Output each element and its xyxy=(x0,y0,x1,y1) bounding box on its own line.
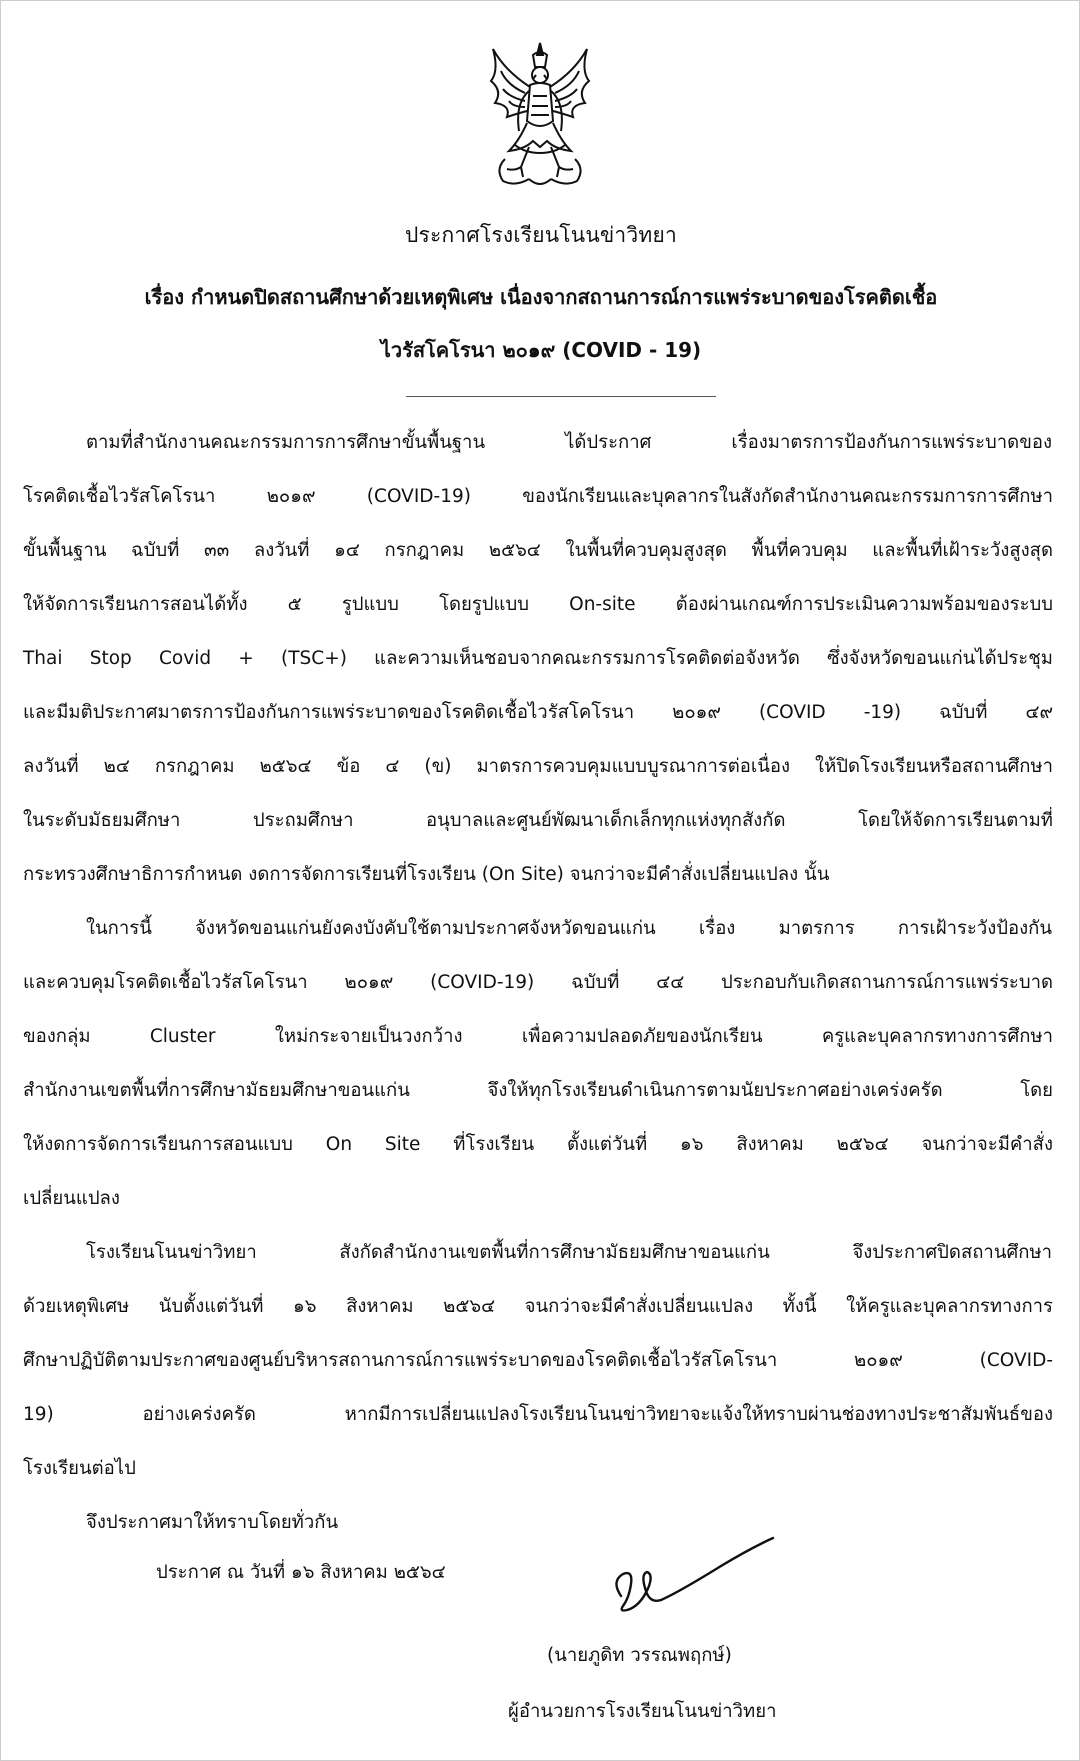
announcement-title: ประกาศโรงเรียนโนนข่าวิทยา xyxy=(405,223,677,247)
paragraph1-line: ลงวันที่ ๒๔ กรกฎาคม ๒๕๖๔ ข้อ ๔ (ข) มาตรการควบคุมแบบบูรณาการต่อเนื่อง ให้ปิดโรงเรียนหรือสถานศึกษา xyxy=(23,756,1053,777)
signatory-position: ผู้อำนวยการโรงเรียนโนนข่าวิทยา xyxy=(508,1701,777,1722)
subject-line-2: ไวรัสโคโรนา ๒๐๑๙ (COVID - 19) xyxy=(380,338,702,362)
garuda-emblem-icon xyxy=(485,41,595,191)
paragraph3-line: โรงเรียนโนนข่าวิทยา สังกัดสำนักงานเขตพื้นที่การศึกษามัธยมศึกษาขอนแก่น จึงประกาศปิดสถานศึกษา xyxy=(86,1242,1052,1263)
paragraph2-line: และควบคุมโรคติดเชื้อไวรัสโคโรนา ๒๐๑๙ (COVID-19) ฉบับที่ ๔๔ ประกอบกับเกิดสถานการณ์การแพร่ระบาด xyxy=(23,972,1053,993)
subject-line-1: เรื่อง กำหนดปิดสถานศึกษาด้วยเหตุพิเศษ เนื่องจากสถานการณ์การแพร่ระบาดของโรคติดเชื้อ xyxy=(144,285,938,309)
signatory-name: (นายภูดิท วรรณพฤกษ์) xyxy=(547,1645,732,1666)
paragraph1-line: กระทรวงศึกษาธิการกำหนด งดการจัดการเรียนที่โรงเรียน (On Site) จนกว่าจะมีคำสั่งเปลี่ยนแปลง นั้น xyxy=(23,864,830,885)
paragraph1-line: Thai Stop Covid + (TSC+) และความเห็นชอบจากคณะกรรมการโรคติดต่อจังหวัด ซึ่งจังหวัดขอนแก่นได้ประชุม xyxy=(23,648,1053,669)
paragraph2-line: ในการนี้ จังหวัดขอนแก่นยังคงบังคับใช้ตามประกาศจังหวัดขอนแก่น เรื่อง มาตรการ การเฝ้าระวังป้องกัน xyxy=(86,918,1052,939)
closing-text: จึงประกาศมาให้ทราบโดยทั่วกัน xyxy=(86,1512,339,1533)
paragraph1-line: ตามที่สำนักงานคณะกรรมการการศึกษาขั้นพื้นฐาน ได้ประกาศ เรื่องมาตรการป้องกันการแพร่ระบาดของ xyxy=(86,432,1052,453)
paragraph1-line: ในระดับมัธยมศึกษา ประถมศึกษา อนุบาลและศูนย์พัฒนาเด็กเล็กทุกแห่งทุกสังกัด โดยให้จัดการเรียนตามที่ xyxy=(23,810,1053,831)
paragraph2-line: เปลี่ยนแปลง xyxy=(23,1188,120,1209)
paragraph3-line: ศึกษาปฏิบัติตามประกาศของศูนย์บริหารสถานการณ์การแพร่ระบาดของโรคติดเชื้อไวรัสโคโรนา ๒๐๑๙ (COVID- xyxy=(23,1350,1053,1371)
paragraph2-line: ของกลุ่ม Cluster ใหม่กระจายเป็นวงกว้าง เพื่อความปลอดภัยของนักเรียน ครูและบุคลากรทางการศึกษา xyxy=(23,1026,1053,1047)
signature-icon xyxy=(601,1526,791,1626)
date-line: ประกาศ ณ วันที่ ๑๖ สิงหาคม ๒๕๖๔ xyxy=(156,1562,446,1583)
paragraph3-line: โรงเรียนต่อไป xyxy=(23,1458,136,1479)
divider-line xyxy=(406,396,716,397)
paragraph1-line: ให้จัดการเรียนการสอนได้ทั้ง ๕ รูปแบบ โดยรูปแบบ On-site ต้องผ่านเกณฑ์การประเมินความพร้อมของระบบ xyxy=(23,594,1053,615)
paragraph2-line: ให้งดการจัดการเรียนการสอนแบบ On Site ที่โรงเรียน ตั้งแต่วันที่ ๑๖ สิงหาคม ๒๕๖๔ จนกว่าจะมีคำสั่ง xyxy=(23,1134,1053,1155)
paragraph3-line: ด้วยเหตุพิเศษ นับตั้งแต่วันที่ ๑๖ สิงหาคม ๒๕๖๔ จนกว่าจะมีคำสั่งเปลี่ยนแปลง ทั้งนี้ ให้ครูและบุคลากรทางการ xyxy=(23,1296,1053,1317)
paragraph2-line: สำนักงานเขตพื้นที่การศึกษามัธยมศึกษาขอนแก่น จึงให้ทุกโรงเรียนดำเนินการตามนัยประกาศอย่างเคร่งครัด โดย xyxy=(23,1080,1053,1101)
paragraph1-line: ขั้นพื้นฐาน ฉบับที่ ๓๓ ลงวันที่ ๑๔ กรกฎาคม ๒๕๖๔ ในพื้นที่ควบคุมสูงสุด พื้นที่ควบคุม และพื้นที่เฝ้าระวังสูงสุด xyxy=(23,540,1053,561)
paragraph1-line: และมีมติประกาศมาตรการป้องกันการแพร่ระบาดของโรคติดเชื้อไวรัสโคโรนา ๒๐๑๙ (COVID -19) ฉบับที่ ๔๙ xyxy=(23,702,1053,723)
paragraph3-line: 19) อย่างเคร่งครัด หากมีการเปลี่ยนแปลงโรงเรียนโนนข่าวิทยาจะแจ้งให้ทราบผ่านช่องทางประชาสัมพันธ์ของ xyxy=(23,1404,1053,1425)
paragraph1-line: โรคติดเชื้อไวรัสโคโรนา ๒๐๑๙ (COVID-19) ของนักเรียนและบุคลากรในสังกัดสำนักงานคณะกรรมการการศึกษา xyxy=(23,486,1053,507)
